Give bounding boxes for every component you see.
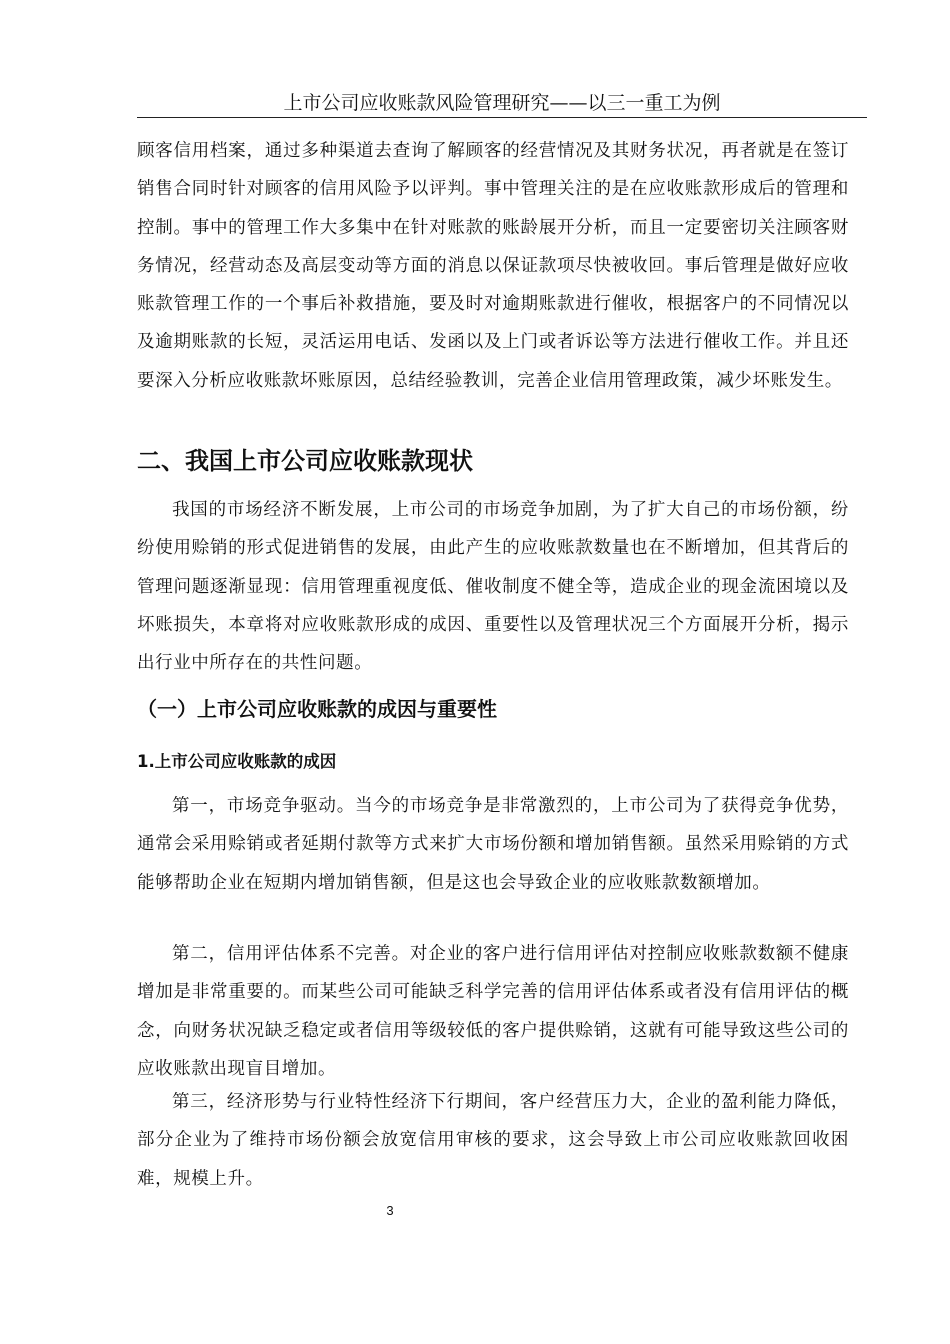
section-intro-paragraph: 我国的市场经济不断发展，上市公司的市场竞争加剧，为了扩大自己的市场份额，纷纷使用赊销的形式促进销售的发展，由此产生的应收账款数量也在不断增加，但其背后的管理问题逐渐显现：信用管理重视度低、催收制度不健全等，造成企业的现金流困境以及坏账损失，本章将对应收账款形成的成因、重要性以及管理状况三个方面展开分析，揭示出行业中所存在的共性问题。 — [137, 500, 849, 674]
paragraph-continued: 顾客信用档案，通过多种渠道去查询了解顾客的经营情况及其财务状况，再者就是在签订销售合同时针对顾客的信用风险予以评判。事中管理关注的是在应收账款形成后的管理和控制。事中的管理工作大多集中在针对账款的账龄展开分析，而且一定要密切关注顾客财务情况，经营动态及高层变动等方面的消息以保证款项尽快被收回。事后管理是做好应收账款管理工作的一个事后补救措施，要及时对逾期账款进行催收，根据客户的不同情况以及逾期账款的长短，灵活运用电话、发函以及上门或者诉讼等方法进行催收工作。并且还要深入分析应收账款坏账原因，总结经验教训，完善企业信用管理政策，减少坏账发生。 — [137, 141, 849, 391]
header-divider — [137, 117, 867, 118]
section-heading: 二、我国上市公司应收账款现状 — [137, 447, 473, 475]
running-header-title: 上市公司应收账款风险管理研究——以三一重工为例 — [283, 92, 721, 114]
subsection-heading: （一）上市公司应收账款的成因与重要性 — [137, 697, 497, 721]
page-number: 3 — [386, 1203, 394, 1218]
paragraph-market-competition: 第一，市场竞争驱动。当今的市场竞争是非常激烈的，上市公司为了获得竞争优势，通常会采用赊销或者延期付款等方式来扩大市场份额和增加销售额。虽然采用赊销的方式能够帮助企业在短期内增加销售额，但是这也会导致企业的应收账款数额增加。 — [137, 796, 849, 893]
subsubsection-heading: 1.上市公司应收账款的成因 — [137, 752, 337, 771]
paragraph-credit-evaluation: 第二，信用评估体系不完善。对企业的客户进行信用评估对控制应收账款数额不健康增加是非常重要的。而某些公司可能缺乏科学完善的信用评估体系或者没有信用评估的概念，向财务状况缺乏稳定或者信用等级较低的客户提供赊销，这就有可能导致这些公司的应收账款出现盲目增加。 — [137, 944, 849, 1079]
paragraph-economic-situation: 第三，经济形势与行业特性经济下行期间，客户经营压力大，企业的盈利能力降低，部分企业为了维持市场份额会放宽信用审核的要求，这会导致上市公司应收账款回收困难，规模上升。 — [137, 1092, 849, 1189]
